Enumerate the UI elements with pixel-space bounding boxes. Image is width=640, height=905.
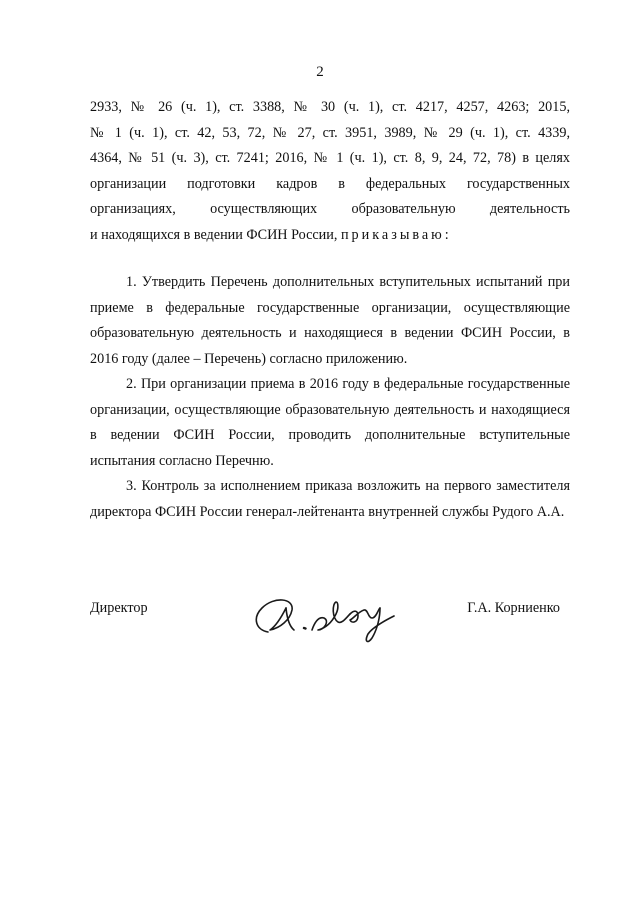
intro-last-line-text: и находящихся в ведении ФСИН России, [90,226,341,243]
page-number: 2 [316,64,324,80]
order-item-1: 1. Утвердить Перечень дополнительных вступительных испытаний при приеме в федеральные государственные организации, осуществляющие образовательную деятельность и находящиеся в ведении ФСИН России, в 2016 году (далее – Перечень) согласно приложению. [90,274,570,367]
intro-line: организациях, осуществляющих образовательную деятельность [90,201,570,217]
order-word: приказываю: [340,226,452,243]
order-items [90,270,570,525]
signatory-position: Директор [90,600,148,616]
intro-line: 2933, № 26 (ч. 1), ст. 3388, № 30 (ч. 1), ст. 4217, 4257, 4263; 2015, [90,99,570,115]
signature-block [90,588,570,648]
intro-last-line [90,223,570,249]
intro-paragraph [90,95,570,248]
intro-line: 4364, № 51 (ч. 3), ст. 7241; 2016, № 1 (ч. 1), ст. 8, 9, 24, 72, 78) в целях [90,150,570,166]
signatory-name: Г.А. Корниенко [467,600,560,616]
handwritten-signature-icon [246,588,406,648]
intro-line: № 1 (ч. 1), ст. 42, 53, 72, № 27, ст. 3951, 3989, № 29 (ч. 1), ст. 4339, [90,124,570,141]
order-item-2: 2. При организации приема в 2016 году в федеральные государственные организации, осуществляющие образовательную деятельность и находящиеся в ведении ФСИН России, проводить дополнительные вступительные испытания согласно Перечню. [90,376,570,469]
intro-line: организации подготовки кадров в федеральных государственных [90,175,570,192]
order-item-3: 3. Контроль за исполнением приказа возложить на первого заместителя директора ФСИН России генерал-лейтенанта внутренней службы Рудого А.А. [90,478,570,520]
